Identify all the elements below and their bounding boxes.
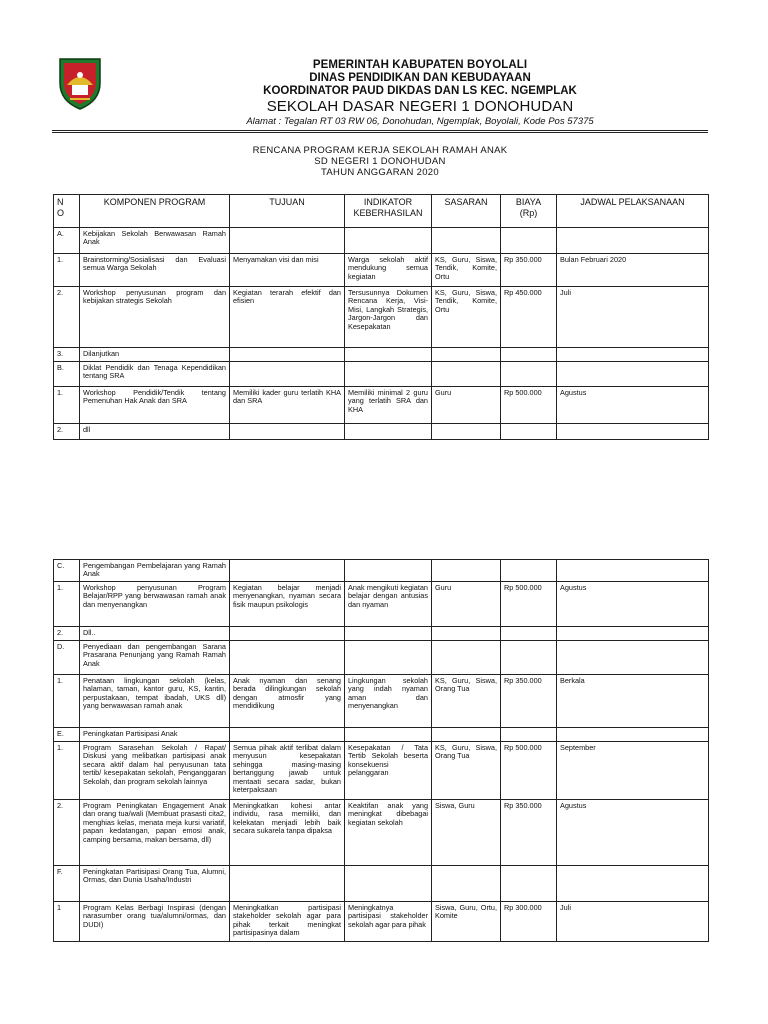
cell-tujuan xyxy=(230,641,345,675)
cell-no: C. xyxy=(54,560,80,582)
cell-no: 2. xyxy=(54,287,80,348)
program-table-part2 xyxy=(53,559,709,942)
cell-sasaran: Siswa, Guru, Ortu, Komite xyxy=(432,902,501,942)
cell-no: 1. xyxy=(54,582,80,627)
cell-biaya xyxy=(501,866,557,902)
header-divider xyxy=(52,130,708,131)
cell-tujuan xyxy=(230,728,345,742)
cell-sasaran xyxy=(432,560,501,582)
doc-title: RENCANA PROGRAM KERJA SEKOLAH RAMAH ANAK xyxy=(252,145,508,156)
table-row xyxy=(54,627,709,641)
cell-indikator xyxy=(345,866,432,902)
table-row xyxy=(54,675,709,728)
cell-tujuan xyxy=(230,362,345,387)
cell-no: B. xyxy=(54,362,80,387)
cell-indikator xyxy=(345,424,432,440)
header-address: Alamat : Tegalan RT 03 RW 06, Donohudan, Ngemplak, Boyolali, Kode Pos 57375 xyxy=(246,116,594,127)
cell-tujuan: Memiliki kader guru terlatih KHA dan SRA xyxy=(230,387,345,424)
cell-jadwal xyxy=(557,362,709,387)
col-header-no: N O xyxy=(54,195,80,228)
cell-biaya: Rp 300.000 xyxy=(501,902,557,942)
cell-indikator xyxy=(345,627,432,641)
cell-biaya xyxy=(501,560,557,582)
table-row xyxy=(54,228,709,254)
cell-tujuan: Kegiatan terarah efektif dan efisien xyxy=(230,287,345,348)
cell-no: 2. xyxy=(54,627,80,641)
table-row xyxy=(54,902,709,942)
cell-indikator: Warga sekolah aktif mendukung semua kegiatan xyxy=(345,254,432,287)
cell-biaya: Rp 350.000 xyxy=(501,254,557,287)
boyolali-emblem-icon xyxy=(57,55,103,111)
cell-biaya xyxy=(501,424,557,440)
header-department: DINAS PENDIDIKAN DAN KEBUDAYAAN xyxy=(309,72,531,84)
cell-program: Workshop Pendidik/Tendik tentang Pemenuhan Hak Anak dan SRA xyxy=(80,387,230,424)
cell-sasaran: Guru xyxy=(432,387,501,424)
cell-tujuan: Meningkatkan partisipasi stakeholder sekolah agar para pihak terkait meningkat partisipasinya dalam xyxy=(230,902,345,942)
cell-jadwal xyxy=(557,641,709,675)
cell-sasaran: KS, Guru, Siswa, Orang Tua xyxy=(432,742,501,800)
cell-tujuan xyxy=(230,866,345,902)
cell-no: 3. xyxy=(54,348,80,362)
cell-tujuan xyxy=(230,348,345,362)
cell-program: Penyediaan dan pengembangan Sarana Prasarana Penunjang yang Ramah Ramah Anak xyxy=(80,641,230,675)
table-row xyxy=(54,348,709,362)
cell-sasaran: KS, Guru, Siswa, Tendik, Komite, Ortu xyxy=(432,254,501,287)
cell-indikator: Memiliki minimal 2 guru yang terlatih SRA dan KHA xyxy=(345,387,432,424)
cell-biaya xyxy=(501,728,557,742)
cell-indikator: Lingkungan sekolah yang indah nyaman aman dan menyenangkan xyxy=(345,675,432,728)
cell-program: Penataan lingkungan sekolah (kelas, halaman, taman, kantor guru, KS, kantin, perpustakaan, tempat ibadah, UKS dll) yang berwawasan ramah anak xyxy=(80,675,230,728)
cell-indikator xyxy=(345,362,432,387)
cell-no: 1 xyxy=(54,902,80,942)
cell-jadwal: Berkala xyxy=(557,675,709,728)
cell-program: Pengembangan Pembelajaran yang Ramah Anak xyxy=(80,560,230,582)
table-header-row xyxy=(54,195,709,228)
table-row xyxy=(54,742,709,800)
cell-jadwal: September xyxy=(557,742,709,800)
cell-indikator: Meningkatnya partisipasi stakeholder sekolah agar para pihak xyxy=(345,902,432,942)
cell-tujuan xyxy=(230,560,345,582)
table-row xyxy=(54,387,709,424)
cell-jadwal xyxy=(557,627,709,641)
cell-jadwal xyxy=(557,424,709,440)
cell-biaya xyxy=(501,348,557,362)
cell-program: dll xyxy=(80,424,230,440)
cell-program: Brainstorming/Sosialisasi dan Evaluasi semua Warga Sekolah xyxy=(80,254,230,287)
cell-biaya: Rp 500.000 xyxy=(501,742,557,800)
cell-no: D. xyxy=(54,641,80,675)
cell-indikator xyxy=(345,348,432,362)
cell-sasaran: Siswa, Guru xyxy=(432,800,501,866)
cell-jadwal: Agustus xyxy=(557,387,709,424)
cell-jadwal: Bulan Februari 2020 xyxy=(557,254,709,287)
cell-no: 1. xyxy=(54,387,80,424)
col-header-program: KOMPONEN PROGRAM xyxy=(80,195,230,228)
cell-indikator: Keaktifan anak yang meningkat dibebagai kegiatan sekolah xyxy=(345,800,432,866)
cell-indikator: Anak mengikuti kegiatan belajar dengan antusias dan nyaman xyxy=(345,582,432,627)
cell-tujuan: Menyamakan visi dan misi xyxy=(230,254,345,287)
cell-tujuan: Semua pihak aktif terlibat dalam menyusun kesepakatan sehingga masing-masing bertanggung jawab untuk mentaati secara sadar, bukan keterpaksaan xyxy=(230,742,345,800)
cell-program: Workshop penyusunan program dan kebijakan strategis Sekolah xyxy=(80,287,230,348)
table-row xyxy=(54,641,709,675)
cell-biaya xyxy=(501,362,557,387)
cell-program: Program Sarasehan Sekolah / Rapat/ Diskusi yang melibatkan partisipasi anak secara aktif dalam hal penyusunan tata tertib/ kesepakatan sekolah, Penganggaran Sekolah, dan program sekolah lainnya xyxy=(80,742,230,800)
cell-no: 1. xyxy=(54,675,80,728)
cell-jadwal xyxy=(557,866,709,902)
cell-tujuan xyxy=(230,627,345,641)
doc-subtitle-school: SD NEGERI 1 DONOHUDAN xyxy=(314,156,446,167)
cell-indikator xyxy=(345,728,432,742)
cell-no: 1. xyxy=(54,742,80,800)
doc-subtitle-year: TAHUN ANGGARAN 2020 xyxy=(321,167,439,178)
cell-indikator: Tersusunnya Dokumen Rencana Kerja, Visi-Misi, Langkah Strategis, Jargon-Jargon dan Kesepakatan xyxy=(345,287,432,348)
cell-program: Peningkatan Partisipasi Orang Tua, Alumni, Ormas, dan Dunia Usaha/Industri xyxy=(80,866,230,902)
cell-sasaran xyxy=(432,728,501,742)
cell-program: Diklat Pendidik dan Tenaga Kependidikan tentang SRA xyxy=(80,362,230,387)
cell-indikator xyxy=(345,641,432,675)
col-header-indikator: INDIKATOR KEBERHASILAN xyxy=(345,195,432,228)
cell-biaya xyxy=(501,228,557,254)
cell-sasaran xyxy=(432,348,501,362)
cell-jadwal xyxy=(557,560,709,582)
cell-biaya xyxy=(501,641,557,675)
cell-sasaran xyxy=(432,228,501,254)
cell-program: Program Peningkatan Engagement Anak dan orang tua/wali (Membuat prasasti cita2, menghias kelas, menata meja kursi variatif, papan kedatangan, papan emosi anak, camping bersama, makan bersama, dll) xyxy=(80,800,230,866)
cell-no: A. xyxy=(54,228,80,254)
header-divider-thin xyxy=(52,132,708,133)
header-government: PEMERINTAH KABUPATEN BOYOLALI xyxy=(312,59,528,71)
cell-program: Dilanjutkan xyxy=(80,348,230,362)
cell-sasaran: KS, Guru, Siswa, Orang Tua xyxy=(432,675,501,728)
cell-indikator xyxy=(345,228,432,254)
col-header-biaya: BIAYA (Rp) xyxy=(501,195,557,228)
cell-biaya: Rp 350.000 xyxy=(501,675,557,728)
cell-indikator xyxy=(345,560,432,582)
cell-jadwal: Juli xyxy=(557,287,709,348)
cell-jadwal: Juli xyxy=(557,902,709,942)
cell-no: 2. xyxy=(54,800,80,866)
cell-program: Kebijakan Sekolah Berwawasan Ramah Anak xyxy=(80,228,230,254)
cell-biaya: Rp 500.000 xyxy=(501,582,557,627)
cell-tujuan xyxy=(230,228,345,254)
cell-jadwal xyxy=(557,348,709,362)
cell-sasaran xyxy=(432,641,501,675)
cell-sasaran xyxy=(432,362,501,387)
header-school-name: SEKOLAH DASAR NEGERI 1 DONOHUDAN xyxy=(266,98,574,115)
cell-sasaran xyxy=(432,866,501,902)
col-header-tujuan: TUJUAN xyxy=(230,195,345,228)
table-row xyxy=(54,728,709,742)
cell-no: 1. xyxy=(54,254,80,287)
cell-program: Program Kelas Berbagi Inspirasi (dengan narasumber orang tua/alumni/ormas, dan DUDI) xyxy=(80,902,230,942)
cell-sasaran: KS, Guru, Siswa, Tendik, Komite, Ortu xyxy=(432,287,501,348)
cell-jadwal: Agustus xyxy=(557,800,709,866)
cell-jadwal xyxy=(557,728,709,742)
table-row xyxy=(54,362,709,387)
cell-sasaran: Guru xyxy=(432,582,501,627)
table-row xyxy=(54,582,709,627)
col-header-sasaran: SASARAN xyxy=(432,195,501,228)
cell-tujuan: Anak nyaman dan senang berada dilingkungan sekolah dengan atmosfir yang mendidikung xyxy=(230,675,345,728)
cell-indikator: Kesepakatan / Tata Tertib Sekolah beserta konsekuensi pelanggaran xyxy=(345,742,432,800)
table-row xyxy=(54,560,709,582)
cell-biaya: Rp 500.000 xyxy=(501,387,557,424)
cell-program: Dll.. xyxy=(80,627,230,641)
cell-jadwal xyxy=(557,228,709,254)
table-row xyxy=(54,800,709,866)
cell-tujuan: Meningkatkan kohesi antar individu, rasa memiliki, dan kelekatan menjadi lebih baik secara sukarela tanpa dipaksa xyxy=(230,800,345,866)
cell-program: Workshop penyusunan Program Belajar/RPP yang berwawasan ramah anak dan menyenangkan xyxy=(80,582,230,627)
cell-no: 2. xyxy=(54,424,80,440)
col-header-jadwal: JADWAL PELAKSANAAN xyxy=(557,195,709,228)
header-coordinator: KOORDINATOR PAUD DIKDAS DAN LS KEC. NGEMPLAK xyxy=(263,85,577,97)
cell-sasaran xyxy=(432,627,501,641)
table-row xyxy=(54,866,709,902)
cell-sasaran xyxy=(432,424,501,440)
table-row xyxy=(54,287,709,348)
cell-biaya xyxy=(501,627,557,641)
program-table-part1 xyxy=(53,194,709,440)
cell-tujuan xyxy=(230,424,345,440)
cell-biaya: Rp 350.000 xyxy=(501,800,557,866)
cell-no: F. xyxy=(54,866,80,902)
cell-jadwal: Agustus xyxy=(557,582,709,627)
cell-no: E. xyxy=(54,728,80,742)
cell-tujuan: Kegiatan belajar menjadi menyenangkan, nyaman secara fisik maupun psikologis xyxy=(230,582,345,627)
cell-biaya: Rp 450.000 xyxy=(501,287,557,348)
cell-program: Peningkatan Partisipasi Anak xyxy=(80,728,230,742)
table-row xyxy=(54,254,709,287)
table-row xyxy=(54,424,709,440)
